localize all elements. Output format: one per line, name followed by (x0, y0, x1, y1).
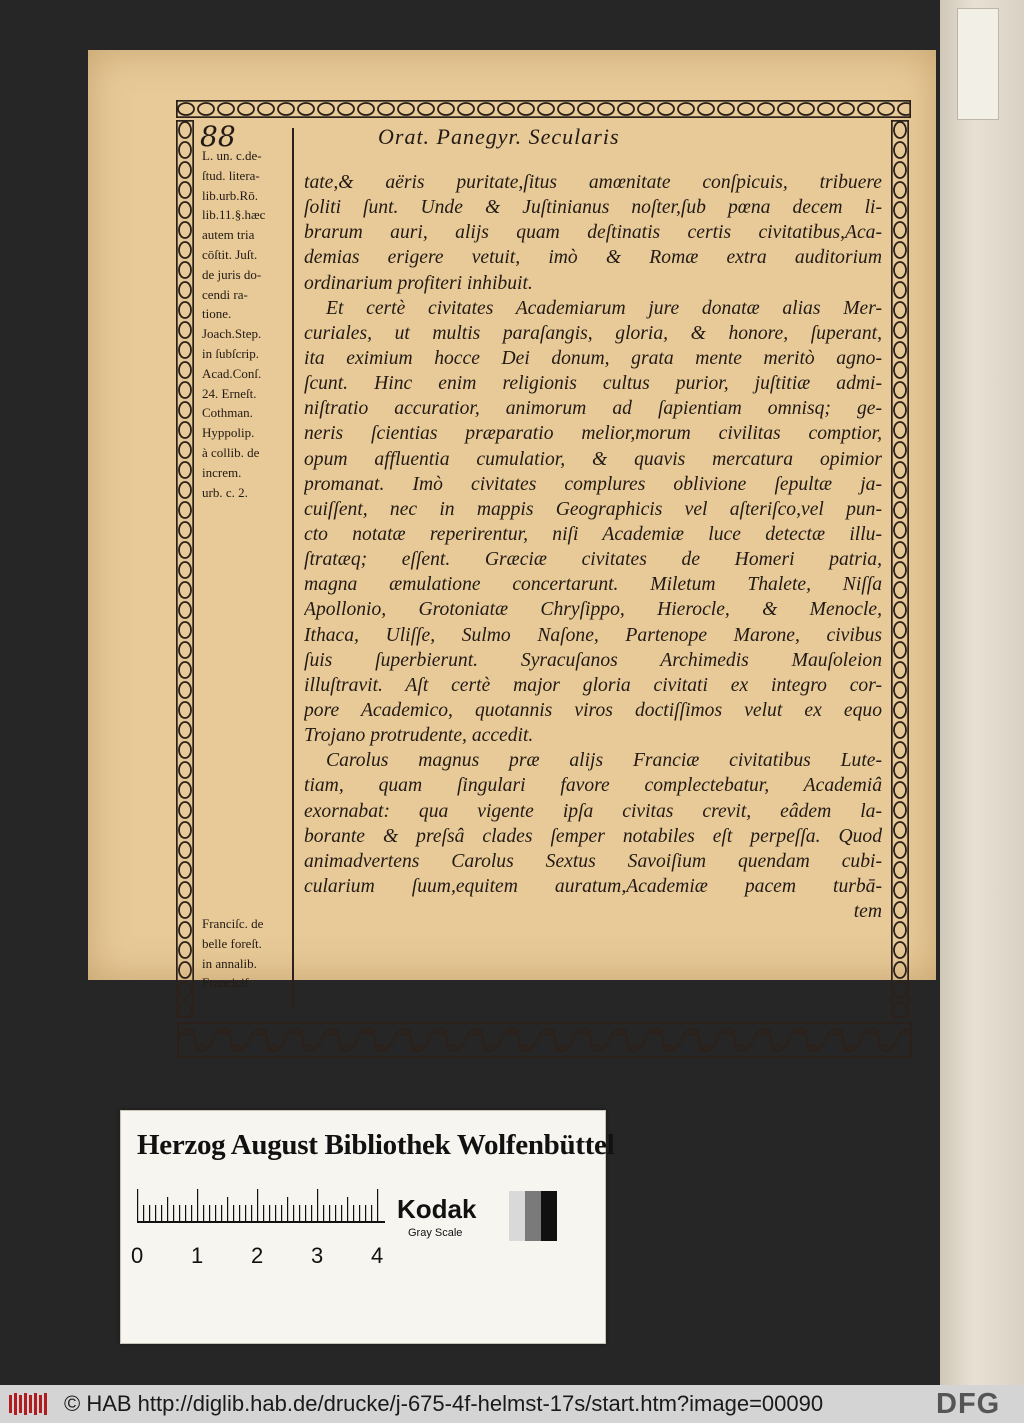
ruler-tick (245, 1205, 246, 1223)
margin-note-line: belle foreſt. (202, 935, 262, 951)
kodak-logo: Kodak (397, 1194, 477, 1224)
text-line: magna æmulatione concertarunt. Miletum Thalete, Niſſa (304, 574, 882, 596)
text-line: brarum auri, alijs quam deſtinatis certis civitatibus,Aca- (304, 222, 882, 244)
ruler-tick (227, 1197, 228, 1223)
ornament-pattern (891, 120, 909, 1018)
ruler-tick (185, 1205, 186, 1223)
margin-note-line: urb. c. 2. (202, 484, 248, 500)
ruler-tick (161, 1205, 162, 1223)
page-number: 88 (200, 120, 236, 153)
text-line: ordinarium profiteri inhibuit. (304, 272, 533, 294)
margin-note-line: L. un. c.de- (202, 148, 262, 163)
adjacent-page-edge (940, 0, 1024, 1385)
gray-patch (525, 1191, 541, 1241)
ruler-tick (167, 1197, 168, 1223)
ruler-number: 3 (311, 1243, 324, 1268)
text-line: tem (853, 901, 882, 923)
margin-note-line: Acad.Conſ. (202, 365, 262, 381)
text-line: neris ſcientias præparatio melior,morum civilitas comptior, (304, 423, 882, 445)
ruler-tick (293, 1205, 294, 1223)
text-line: Trojano protrudente, accedit. (304, 725, 534, 747)
margin-note-line: lib.11.§.hæc (202, 207, 266, 223)
text-line: Ithaca, Uliſſe, Sulmo Naſone, Partenope Marone, civibus (304, 624, 882, 646)
margin-note-line: increm. (202, 464, 242, 480)
ruler-tick (197, 1189, 198, 1223)
margin-note-line: cōſtit. Juſt. (202, 246, 258, 262)
margin-note-1 (202, 146, 292, 502)
ruler-tick (239, 1205, 240, 1223)
ruler-scale (137, 1185, 385, 1225)
ruler-tick (371, 1205, 372, 1223)
footer-bar (0, 1385, 1024, 1423)
ornament-pattern (176, 100, 911, 118)
ruler-tick (191, 1205, 192, 1223)
margin-note-line: Cothman. (202, 405, 253, 421)
ruler-tick (281, 1205, 282, 1223)
ruler-tick (359, 1205, 360, 1223)
text-line: borante & preſsâ clades ſemper notabiles eſt perpeſſa. Quod (304, 825, 882, 847)
text-line: ſcunt. Hinc enim religionis cultus purior, juſtitiæ admi- (304, 373, 882, 395)
ruler-tick (347, 1197, 348, 1223)
ruler-tick (305, 1205, 306, 1223)
ruler-tick (155, 1205, 156, 1223)
ruler-tick (341, 1205, 342, 1223)
ruler-tick (203, 1205, 204, 1223)
footer-source-link[interactable]: © HAB http://diglib.hab.de/drucke/j-675-4f-helmst-17s/start.htm?image=00090 (64, 1391, 824, 1416)
ruler-tick (251, 1205, 252, 1223)
text-line: animadvertens Carolus Sextus Savoiſium quendam cubi- (304, 850, 882, 872)
text-line: Apollonio, Grotoniatæ Chryſippo, Hierocle, & Menocle, (304, 599, 882, 621)
text-line: tiam, quam ſingulari favore complectebatur, Academiâ (304, 775, 882, 797)
margin-note-line: de juris do- (202, 266, 262, 282)
ruler-tick (317, 1189, 318, 1223)
ruler-tick (209, 1205, 210, 1223)
ruler-tick (365, 1205, 366, 1223)
margin-note-line: Hyppolip. (202, 425, 255, 441)
text-line: cto notatæ reperirentur, niſi Academiæ luce detectæ illu- (304, 523, 882, 545)
body-text (304, 170, 882, 924)
ruler-tick (233, 1205, 234, 1223)
margin-note-line: tione. (202, 306, 232, 322)
margin-note-line: in annalib. (202, 955, 257, 971)
color-calibration-card (120, 1110, 615, 1344)
ruler-tick (269, 1205, 270, 1223)
text-line: pore Academico, quotannis viros doctiſſimos velut ex equo (304, 699, 882, 721)
ornament-border-right (891, 120, 909, 1018)
ruler-tick (149, 1205, 150, 1223)
text-line: cularium ſuum,equitem auratum,Academiæ pacem turbā- (304, 875, 882, 897)
margin-note-line: à collib. de (202, 444, 260, 460)
ruler-tick (335, 1205, 336, 1223)
gray-patch (541, 1191, 557, 1241)
text-line: Et certè civitates Academiarum jure donatæ alias Mer- (326, 297, 882, 319)
ruler-number: 0 (131, 1243, 144, 1268)
margin-note-line: autem tria (202, 227, 255, 243)
margin-note-line: Franciſc. de (202, 916, 264, 931)
margin-note-2 (202, 914, 292, 993)
ornament-border-left (176, 120, 194, 1018)
text-line: tate,& aëris puritate,ſitus amœnitate conſpicuis, tribuere (304, 172, 882, 193)
ruler-tick (353, 1205, 354, 1223)
text-line: cuiſſent, nec in mappis Geographicis vel aſteriſco,vel pun- (304, 498, 882, 520)
ornament-pattern (177, 1022, 912, 1058)
text-line: illuſtravit. Aſt certè major gloria civitati ex integro cor- (304, 674, 882, 696)
ruler-number: 1 (191, 1243, 204, 1268)
ruler-tick (143, 1205, 144, 1223)
text-line: exornabat: qua vigente ipſa civitas crevit, eâdem la- (304, 800, 882, 822)
ruler-tick (263, 1205, 264, 1223)
text-line: ſuis ſuperbierunt. Syracuſanos Archimedis Mauſoleion (304, 649, 882, 671)
ruler-tick (221, 1205, 222, 1223)
ruler-tick (173, 1205, 174, 1223)
margin-note-line: 24. Erneſt. (202, 385, 257, 401)
ruler-tick (323, 1205, 324, 1223)
gray-patch (509, 1191, 525, 1241)
running-title: Orat. Panegyr. Secularis (378, 124, 620, 149)
gray-scale-label: Gray Scale (408, 1227, 463, 1239)
margin-note-line: Franciciſ. (202, 975, 252, 991)
text-line: niſtratio accuratior, animorum ad ſapientiam omnisq; ge- (304, 398, 882, 420)
text-line: promanat. Imò civitates complures oblivione ſepultæ ja- (304, 473, 882, 495)
ruler-number: 4 (371, 1243, 384, 1268)
ornament-border-bottom (177, 1022, 912, 1058)
ornament-pattern (176, 120, 194, 1018)
text-line: ſtratæq; eſſent. Græciæ civitates de Homeri patria, (304, 549, 882, 571)
text-line: ſoliti ſunt. Unde & Juſtinianus noſter,ſub pœna decem li- (304, 197, 882, 219)
ruler-number: 2 (251, 1243, 264, 1268)
card-title: Herzog August Bibliothek Wolfenbüttel (137, 1129, 615, 1161)
ruler-tick (311, 1205, 312, 1223)
margin-note-line: in ſubſcrip. (202, 345, 260, 361)
text-line: Carolus magnus præ alijs Franciæ civitatibus Lute- (326, 750, 882, 772)
adjacent-page-slip (957, 8, 999, 120)
ruler-tick (179, 1205, 180, 1223)
margin-note-line: cendi ra- (202, 286, 248, 302)
ruler-tick (287, 1197, 288, 1223)
margin-note-line: lib.urb.Rō. (202, 187, 258, 203)
ruler-tick (137, 1189, 138, 1223)
margin-note-line: Joach.Step. (202, 326, 262, 342)
text-line: ita eximium hocce Dei donum, grata mente meritò agno- (304, 347, 882, 369)
margin-rule (292, 128, 294, 1008)
text-line: opum affluentia cumulatior, & quavis mercatura opimior (304, 448, 882, 470)
ruler-tick (299, 1205, 300, 1223)
gray-patches (509, 1191, 557, 1241)
ruler-tick (377, 1189, 378, 1223)
ornament-border-top (176, 100, 911, 118)
text-line: curiales, ut multis paraſangis, gloria, & honore, ſuperant, (304, 322, 882, 344)
ruler-tick (215, 1205, 216, 1223)
dfg-logo: DFG (936, 1388, 1001, 1420)
hab-logo-icon (8, 1392, 50, 1416)
margin-note-line: ſtud. litera- (202, 167, 260, 183)
ruler-tick (329, 1205, 330, 1223)
ruler-tick (257, 1189, 258, 1223)
text-line: demias erigere vetuit, imò & Romæ extra auditorium (304, 247, 882, 269)
ruler-tick (275, 1205, 276, 1223)
